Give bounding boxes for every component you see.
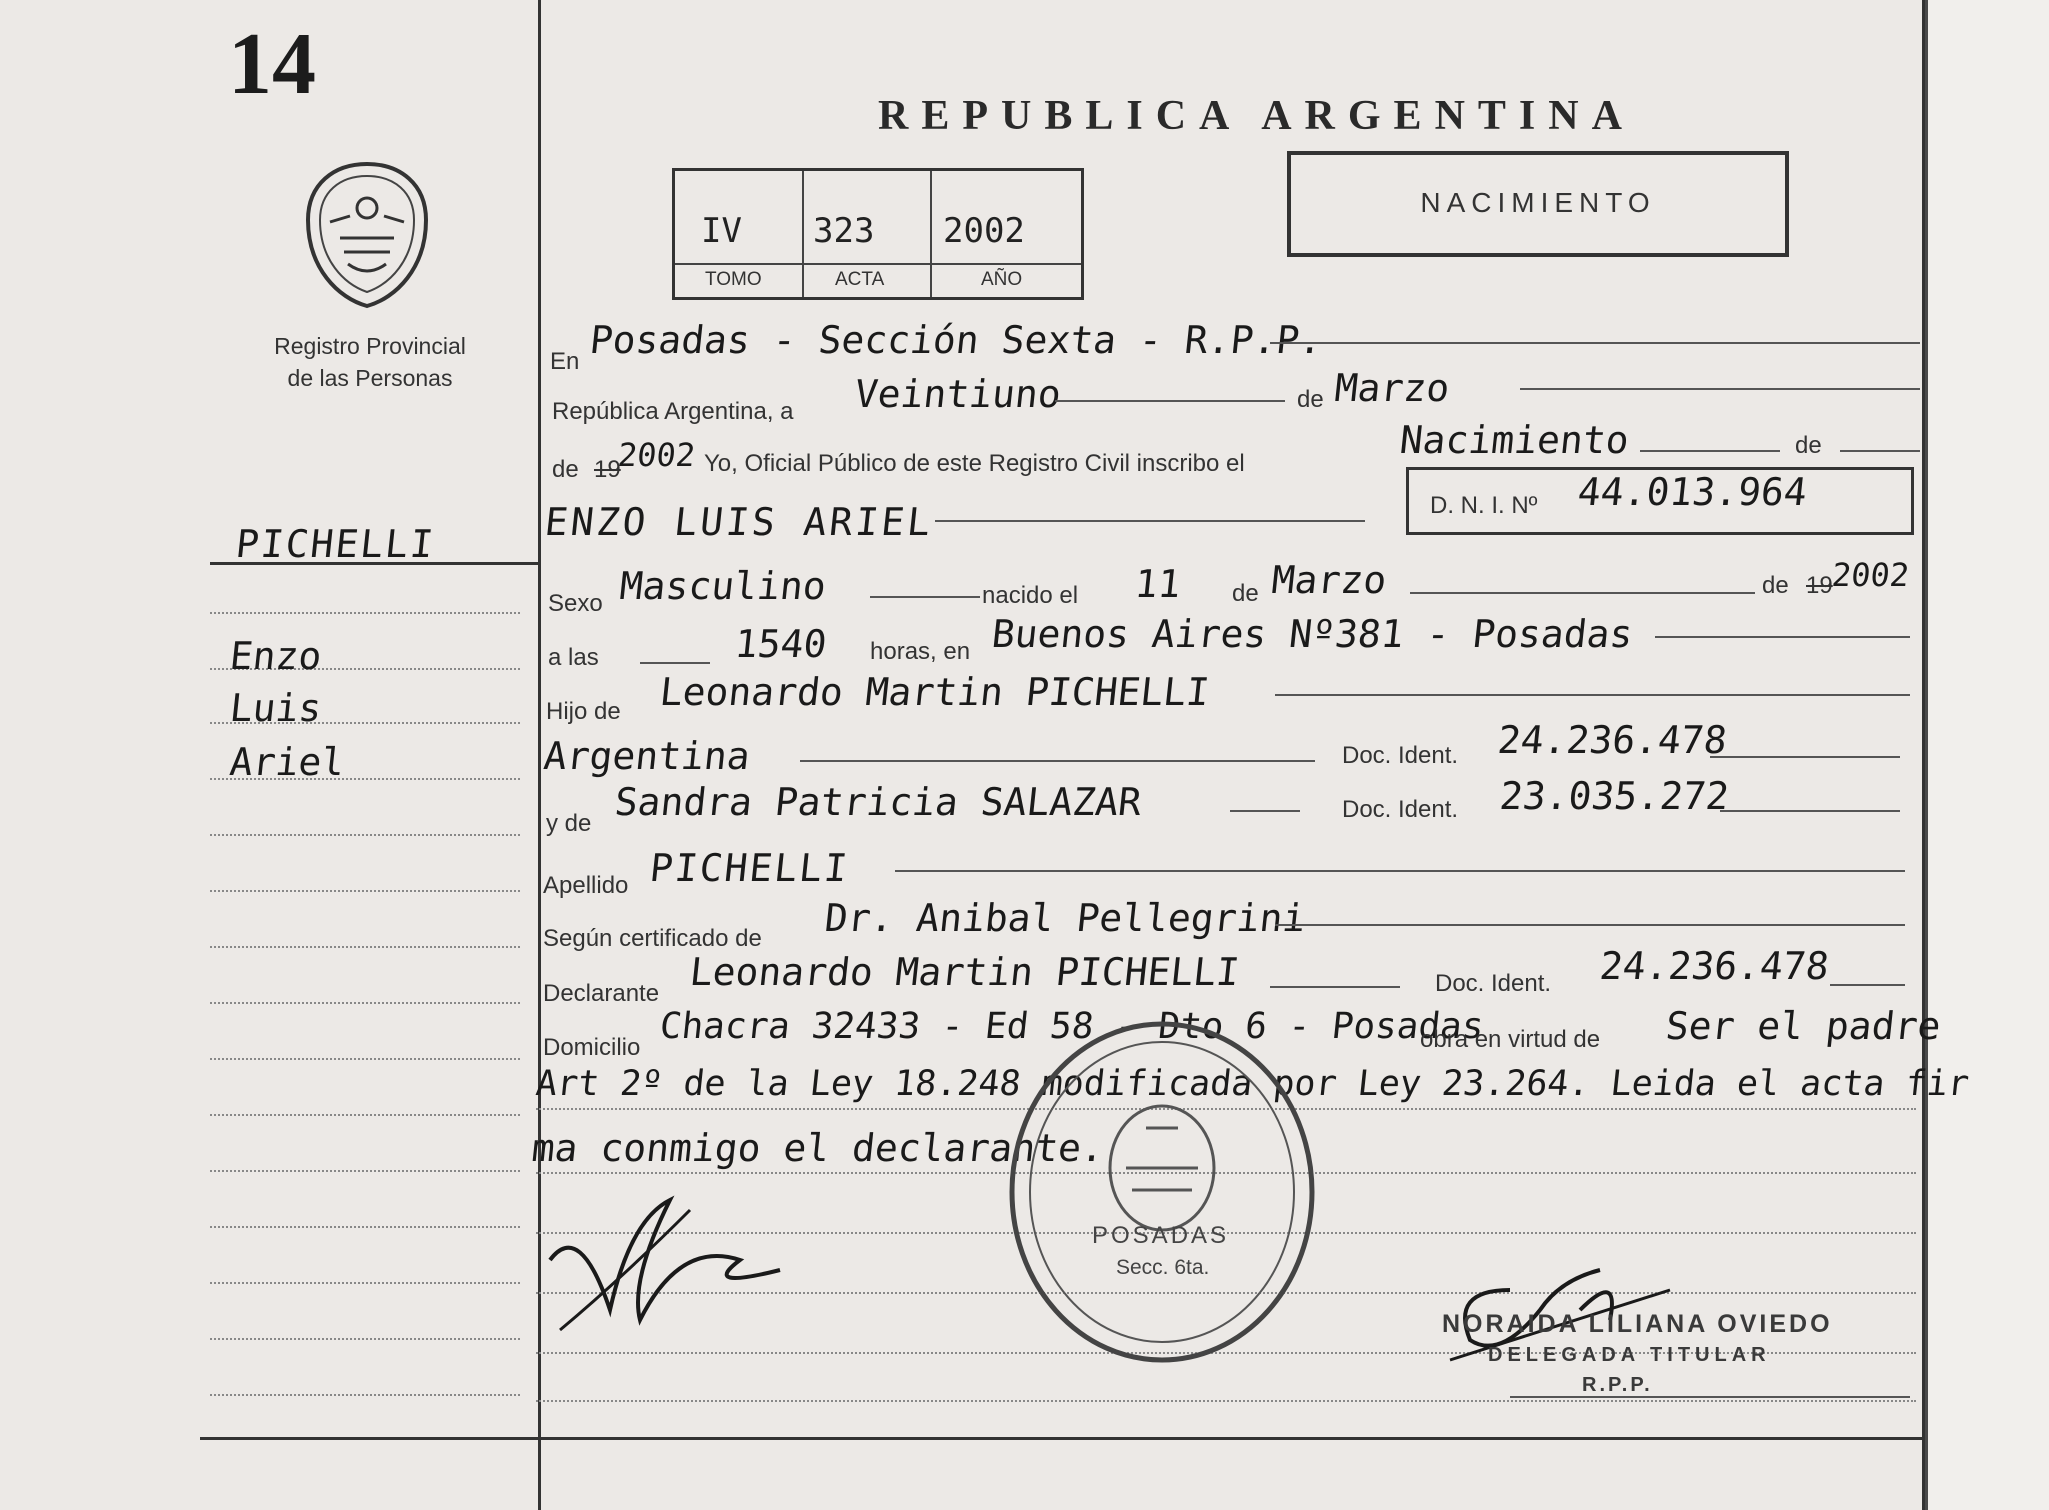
body-line-2: ma conmigo el declarante. [529,1126,1107,1170]
birth-year-value: 2002 [1830,556,1912,594]
page-number: 14 [228,16,316,113]
sexo-value: Masculino [617,564,829,608]
nacido-label: nacido el [982,582,1079,609]
obra-value: Ser el padre [1663,1004,1943,1048]
margin-line [210,1058,520,1060]
margin-line [210,1114,520,1116]
margin-line [210,946,520,948]
stamp-section: Secc. 6ta. [1116,1256,1210,1279]
act-type-box [1287,151,1789,257]
segun-value: Dr. Anibal Pellegrini [822,896,1308,940]
alas-label: a las [548,644,599,671]
province-seal-icon [300,160,434,310]
page-edge [1925,0,2049,1510]
margin-line [210,1226,520,1228]
de-anio-label: de [1762,572,1789,599]
inscribo-value: Nacimiento [1397,418,1632,462]
place-value: Buenos Aires Nº381 - Posadas [989,612,1635,656]
act-type-label: NACIMIENTO [1420,187,1656,218]
doc-label-3: Doc. Ident. [1435,970,1552,997]
sexo-label: Sexo [548,590,603,617]
yo-text: Yo, Oficial Público de este Registro Civil inscribo el [704,450,1245,477]
official-name: NORAIDA LILIANA OVIEDO [1442,1310,1833,1338]
dni-value: 44.013.964 [1575,470,1810,514]
de-mes-label: de [1232,580,1259,607]
declarante-doc-value: 24.236.478 [1597,944,1832,988]
horas-label: horas, en [870,638,971,665]
margin-name-1: Enzo [227,634,324,678]
margin-line [210,890,520,892]
registry-line2: de las Personas [287,365,453,391]
doc-label: Doc. Ident. [1342,742,1459,769]
en-label: En [550,348,580,375]
bottom-rule [200,1437,1922,1440]
margin-line [210,1282,520,1284]
margin-line [210,612,520,614]
doc-label-2: Doc. Ident. [1342,796,1459,823]
tomo-value: IV [701,211,742,251]
father-nationality-value: Argentina [541,734,753,778]
margin-line [210,1002,520,1004]
mother-doc-value: 23.035.272 [1497,774,1732,818]
official-office: R.P.P. [1582,1374,1653,1396]
father-value: Leonardo Martin PICHELLI [657,670,1212,714]
margin-line [210,834,520,836]
hijo-label: Hijo de [546,698,621,725]
de-label: de [1297,386,1324,413]
country-title: REPUBLICA ARGENTINA [878,93,1635,139]
acta-value: 323 [813,211,875,251]
margin-name-3: Ariel [227,740,347,784]
apellido-label: Apellido [543,872,629,899]
de19-label: de [552,456,579,483]
declarante-value: Leonardo Martin PICHELLI [687,950,1242,994]
birth-day-value: 11 [1132,562,1184,606]
birth-year-prefix: 19 [1806,572,1833,599]
day-value: Veintiuno [852,372,1064,416]
apellido-value: PICHELLI [647,846,852,890]
month-value: Marzo [1332,366,1452,410]
anio-value: 2002 [943,211,1025,251]
declarant-signature-icon [540,1180,800,1350]
declarante-label: Declarante [543,980,660,1007]
father-doc-value: 24.236.478 [1495,718,1730,762]
margin-line [210,1394,520,1396]
margin-line [210,1338,520,1340]
margin-surname: PICHELLI [233,522,438,566]
obra-label: obra en virtud de [1420,1026,1601,1053]
stamp-city: POSADAS [1092,1222,1230,1249]
anio-label: AÑO [981,269,1023,290]
hour-value: 1540 [732,622,829,666]
margin-name-2: Luis [227,686,324,730]
right-border [1922,0,1925,1510]
registry-stamp-icon [1006,1018,1318,1366]
body-line-1: Art 2º de la Ley 18.248 modificada por Ley 23.264. Leida el acta fir [533,1064,1971,1104]
mother-value: Sandra Patricia SALAZAR [612,780,1144,824]
birth-month-value: Marzo [1269,558,1389,602]
margin-line [210,1170,520,1172]
acta-label: ACTA [835,269,885,290]
yde-label: y de [546,810,592,837]
registry-line1: Registro Provincial [274,333,466,359]
republica-label: República Argentina, a [552,398,794,425]
domicilio-label: Domicilio [543,1034,641,1061]
registry-name [230,330,510,394]
year-value: 2002 [616,436,698,474]
full-name-value: ENZO LUIS ARIEL [542,500,936,544]
segun-label: Según certificado de [543,925,762,952]
record-number-box [672,168,1084,300]
dni-label: D. N. I. Nº [1430,492,1538,519]
body-rule [536,1400,1916,1402]
de-end-label: de [1795,432,1822,459]
domicilio-value: Chacra 32433 - Ed 58 - Dto 6 - Posadas [657,1006,1486,1047]
tomo-label: TOMO [705,269,762,290]
year-prefix: 19 [594,456,621,483]
en-value: Posadas - Sección Sexta - R.P.P. [587,318,1325,362]
official-title: DELEGADA TITULAR [1488,1344,1771,1366]
